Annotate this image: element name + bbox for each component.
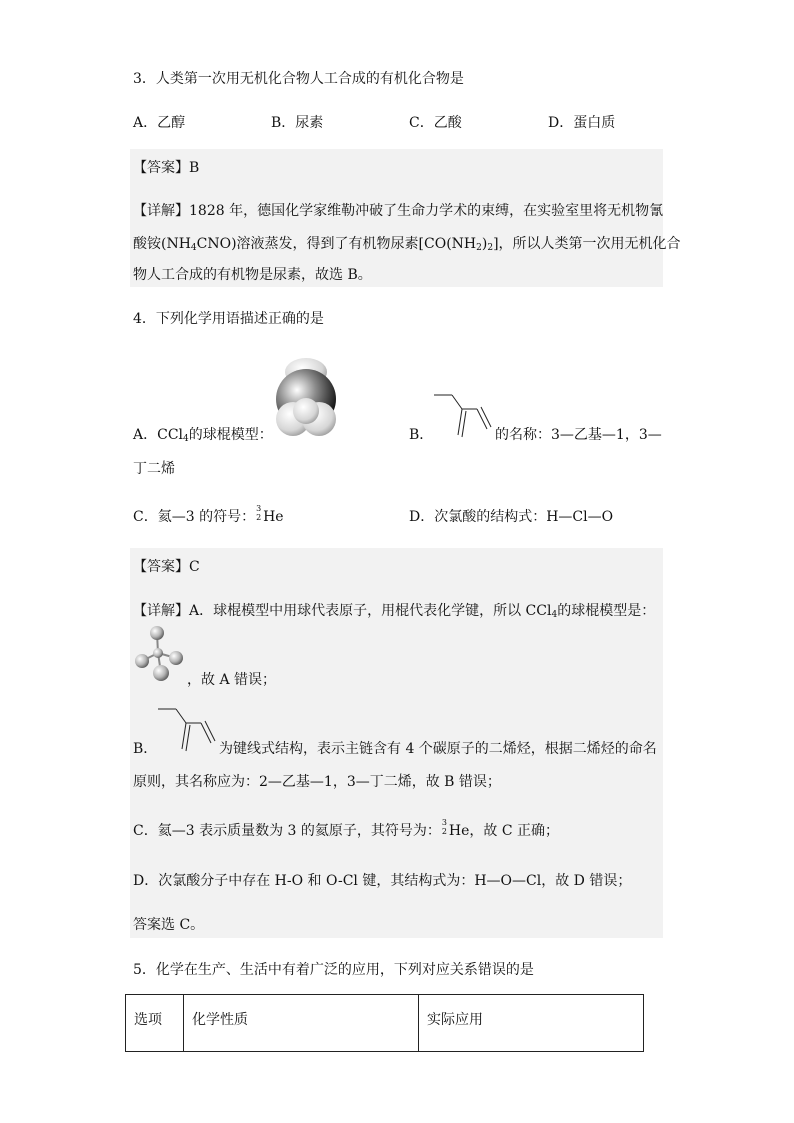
- q3-answer: 【答案】B: [133, 160, 200, 176]
- q4-detail-b-cont: 原则，其名称应为：2—乙基—1，3—丁二烯，故 B 错误；: [133, 774, 501, 790]
- q4-detail-c: C．氦—3 表示质量数为 3 的氦原子，其符号为： 3 2 He，故 C 正确；: [133, 818, 560, 839]
- q4-answer: 【答案】C: [133, 559, 200, 575]
- q4-option-b-cont: 丁二烯: [133, 461, 175, 477]
- q3-detail-line1: 【详解】1828 年，德国化学家维勒冲破了生命力学术的束缚，在实验室里将无机物氰: [133, 203, 664, 219]
- q4-option-b-prefix: B．: [409, 427, 434, 443]
- q3-option-c: C．乙酸: [409, 115, 462, 131]
- q4-detail-a: 【详解】A．球棍模型中用球代表原子，用棍代表化学键，所以 CCl$_4$的球棍模型是：: [133, 603, 656, 620]
- q5-stem: 5．化学在生产、生活中有着广泛的应用，下列对应关系错误的是: [133, 962, 534, 978]
- q3-detail-line3: 物人工合成的有机物是尿素，故选 B。: [133, 267, 372, 283]
- q4-option-d: D．次氯酸的结构式：H—Cl—O: [409, 509, 614, 525]
- q4-option-c: C．氦—3 的符号： 3 2 He: [133, 504, 284, 525]
- q4-detail-b: 为键线式结构，表示主链含有 4 个碳原子的二烯烃，根据二烯烃的命名: [219, 741, 657, 757]
- table-row: [126, 995, 644, 1052]
- q3-option-d: D．蛋白质: [548, 115, 616, 131]
- table-header-option: 选项: [126, 995, 184, 1052]
- q4-detail-a-tail: ，故 A 错误；: [187, 672, 277, 688]
- q4-option-a: A．CCl$_4$的球棍模型：: [133, 427, 273, 444]
- ball-and-stick-model-image: [133, 623, 189, 683]
- q3-stem: 3．人类第一次用无机化合物人工合成的有机化合物是: [133, 71, 464, 87]
- q4-stem: 4．下列化学用语描述正确的是: [133, 311, 324, 327]
- q4-conclusion: 答案选 C。: [133, 917, 205, 933]
- skeletal-formula-image: [432, 387, 496, 443]
- q3-option-a: A．乙醇: [133, 115, 186, 131]
- q5-table: [125, 994, 644, 1052]
- table-header-property: 化学性质: [184, 995, 419, 1052]
- space-filling-model-image: [270, 355, 342, 443]
- skeletal-formula-image-detail: [156, 701, 220, 757]
- q4-option-b: 的名称：3—乙基—1，3—: [495, 427, 662, 443]
- q3-detail-line2: 酸铵$(NH_4CNO)$溶液蒸发，得到了有机物尿素$[CO(NH_2)_2]$，所以人类第一次用无机化合: [133, 236, 681, 253]
- q4-detail-d: D．次氯酸分子中存在 H-O 和 O-Cl 键，其结构式为：H—O—Cl，故 D 错误；: [133, 873, 632, 889]
- q4-detail-b-prefix: B．: [133, 741, 158, 757]
- table-header-application: 实际应用: [419, 995, 644, 1052]
- q3-option-b: B．尿素: [271, 115, 324, 131]
